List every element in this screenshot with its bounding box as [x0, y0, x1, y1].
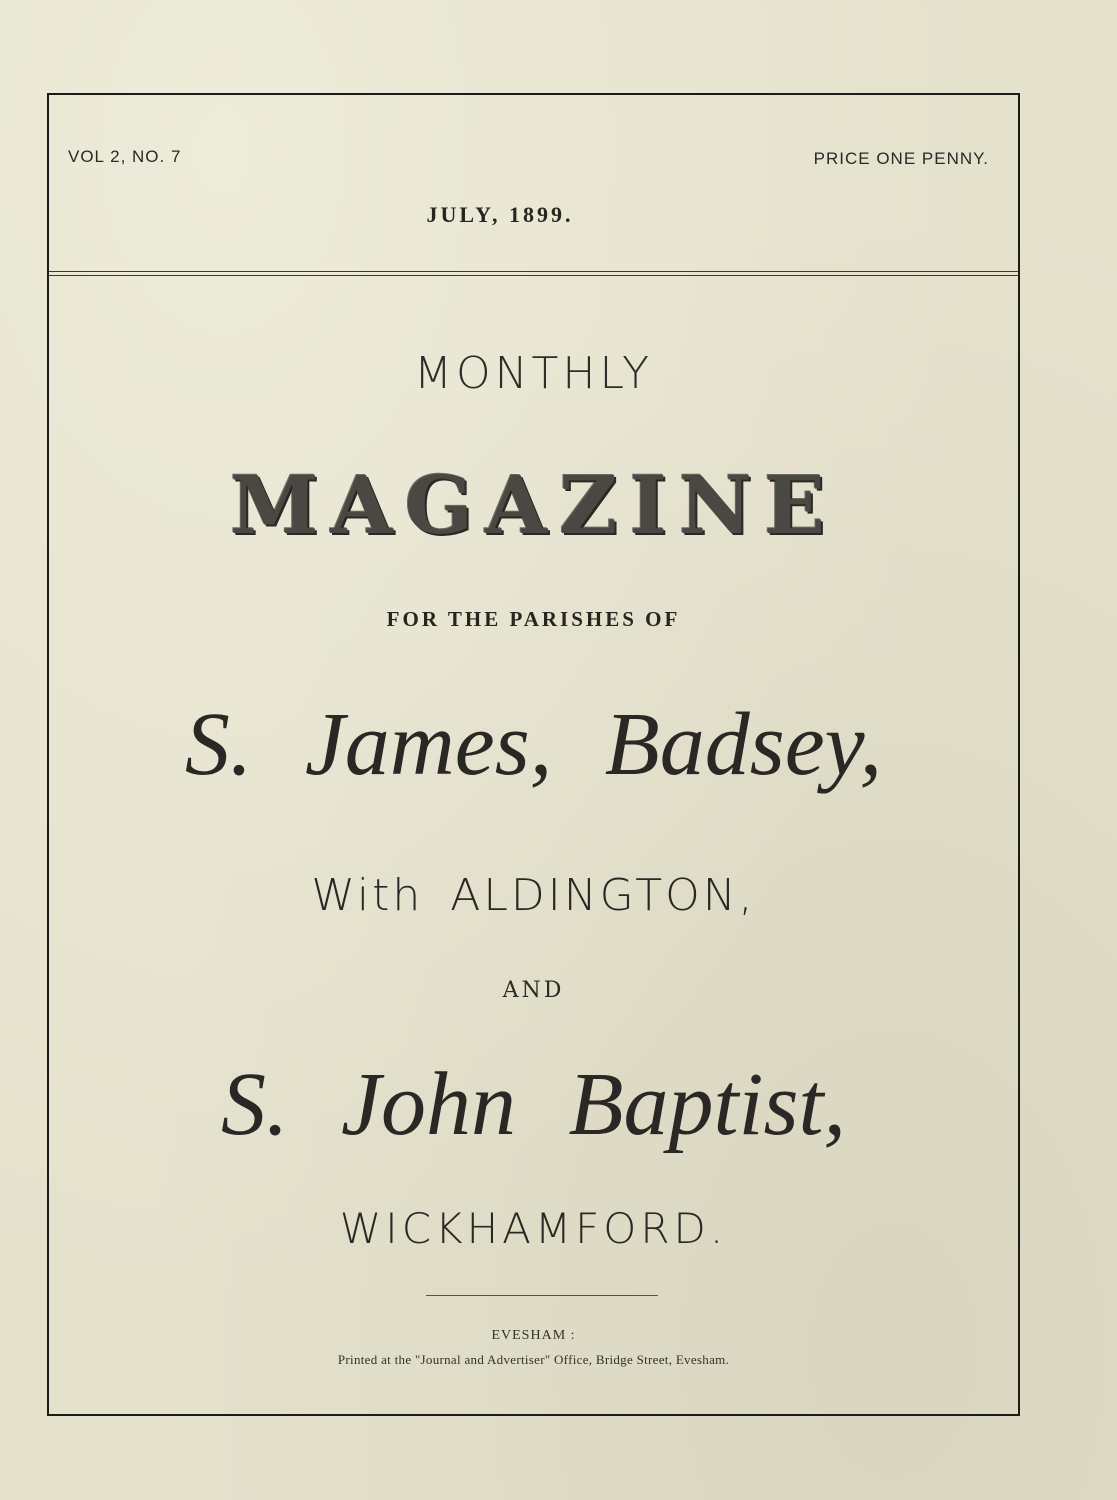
volume-number: VOL 2, NO. 7	[68, 147, 182, 166]
imprint-printer: Printed at the "Journal and Advertiser" Office, Bridge Street, Evesham.	[337, 1352, 730, 1367]
parish-with-aldington: With ALDINGTON,	[311, 870, 756, 921]
title-monthly: MONTHLY	[413, 348, 654, 399]
header-divider	[49, 271, 1018, 276]
parish-st-james: S. James, Badsey,	[184, 695, 883, 794]
parish-st-john-baptist: S. John Baptist,	[221, 1055, 846, 1154]
parish-wickhamford: WICKHAMFORD.	[339, 1204, 728, 1253]
subtitle-parishes: FOR THE PARISHES OF	[386, 607, 681, 631]
imprint-town: EVESHAM :	[491, 1328, 576, 1343]
imprint-divider	[426, 1295, 658, 1296]
conjunction-and: AND	[502, 978, 565, 1003]
issue-date: JULY, 1899.	[426, 202, 574, 227]
price-label: PRICE ONE PENNY.	[813, 149, 989, 168]
title-magazine: MAGAZINE	[230, 458, 837, 552]
